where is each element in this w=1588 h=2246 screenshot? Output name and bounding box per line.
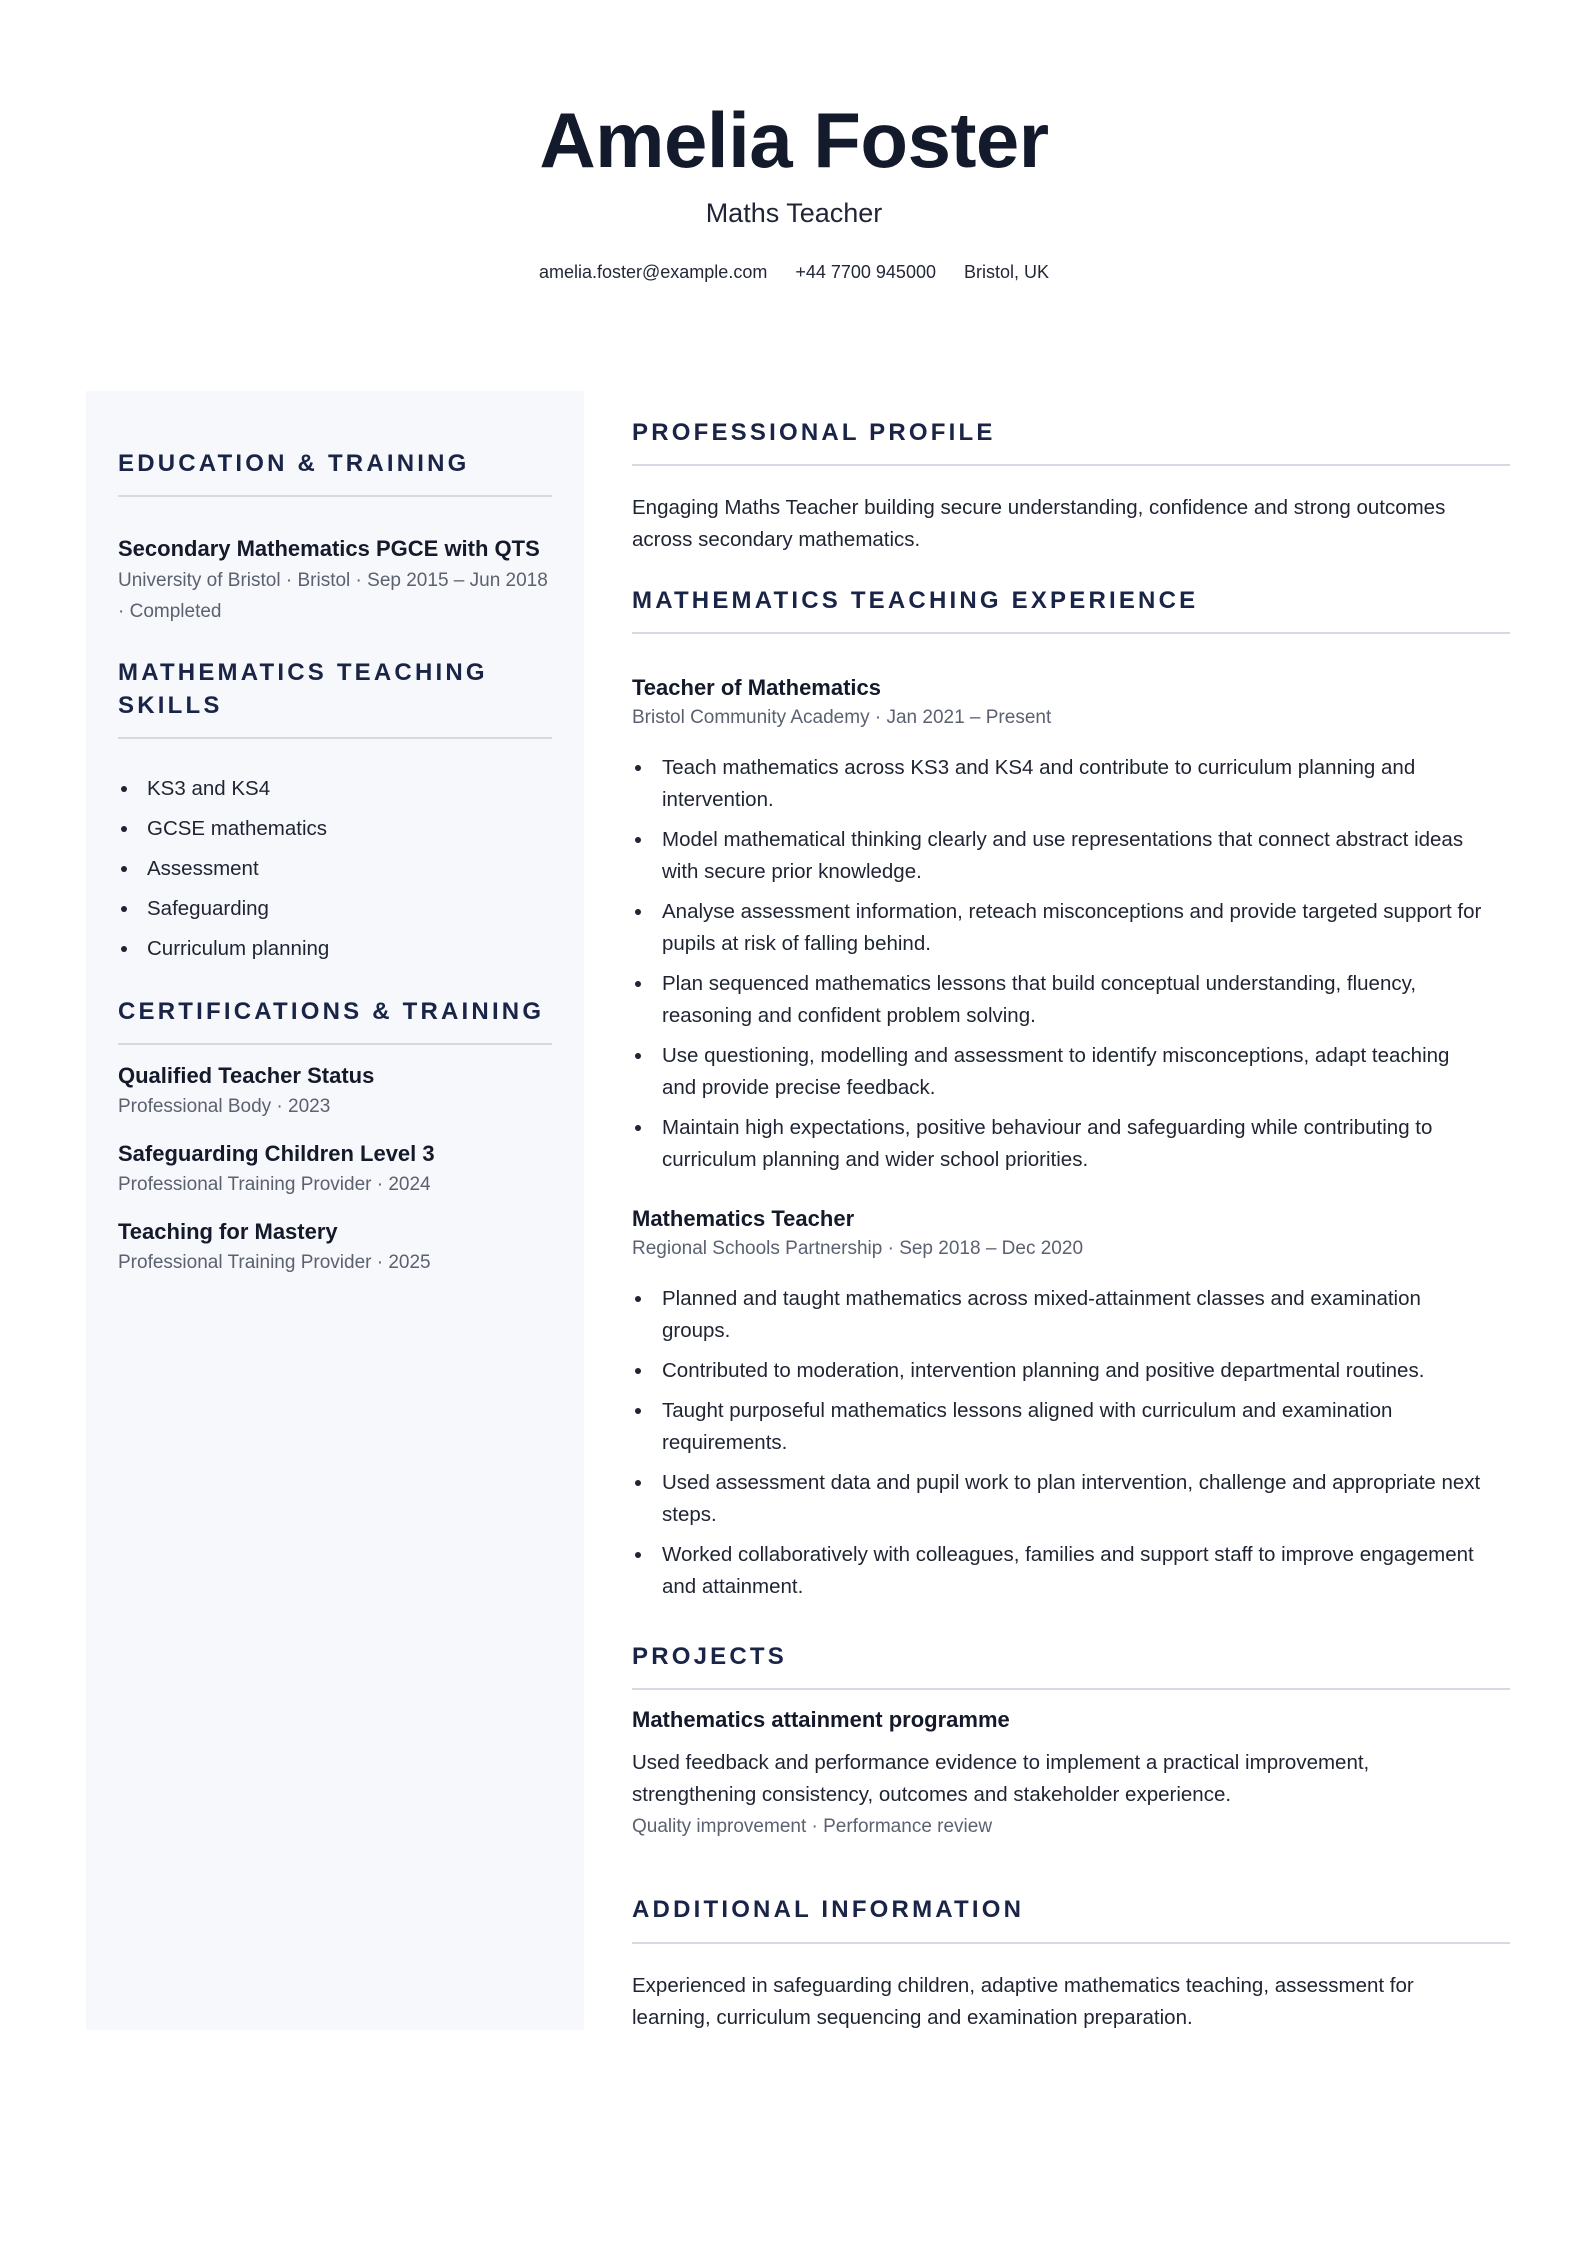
- profile-text-line2: across secondary mathematics.: [632, 528, 921, 551]
- job-bullet: Use questioning, modelling and assessment to identify misconceptions, adapt teaching and provide precise feedback.: [632, 1040, 1510, 1104]
- job-bullet: Plan sequenced mathematics lessons that build conceptual understanding, fluency, reasoning and confident problem solving.: [632, 968, 1510, 1032]
- certifications-heading: CERTIFICATIONS & TRAINING: [118, 998, 545, 1025]
- experience-heading: MATHEMATICS TEACHING EXPERIENCE: [632, 587, 1199, 614]
- skill-item: Safeguarding: [118, 889, 552, 929]
- skills-divider: [118, 737, 552, 739]
- contact-phone[interactable]: +44 7700 945000: [795, 262, 936, 282]
- skill-item: GCSE mathematics: [118, 809, 552, 849]
- skills-list: [118, 769, 552, 969]
- project-text-line2: strengthening consistency, outcomes and stakeholder experience.: [632, 1783, 1232, 1806]
- certification-meta: Professional Training Provider · 2025: [118, 1252, 431, 1273]
- education-item-meta: University of Bristol · Bristol · Sep 2015 – Jun 2018: [118, 570, 548, 591]
- additional-divider: [632, 1942, 1510, 1944]
- profile-divider: [632, 464, 1510, 466]
- certification-meta: Professional Training Provider · 2024: [118, 1174, 431, 1195]
- skill-item: KS3 and KS4: [118, 769, 552, 809]
- experience-divider: [632, 632, 1510, 634]
- skills-heading-line2: SKILLS: [118, 692, 223, 719]
- additional-text-line2: learning, curriculum sequencing and examination preparation.: [632, 2006, 1193, 2029]
- candidate-title: Maths Teacher: [705, 198, 883, 228]
- education-item-title: Secondary Mathematics PGCE with QTS: [118, 536, 540, 561]
- job-bullets: [632, 1283, 1510, 1611]
- job-bullet: Used assessment data and pupil work to plan intervention, challenge and appropriate next steps.: [632, 1467, 1510, 1531]
- job-meta: Bristol Community Academy · Jan 2021 – Present: [632, 707, 1052, 728]
- project-text-line1: Used feedback and performance evidence to implement a practical improvement,: [632, 1751, 1370, 1774]
- job-bullet: Taught purposeful mathematics lessons aligned with curriculum and examination requirements.: [632, 1395, 1510, 1459]
- projects-divider: [632, 1688, 1510, 1690]
- contact-location: Bristol, UK: [963, 262, 1050, 282]
- education-heading: EDUCATION & TRAINING: [118, 450, 470, 477]
- job-bullet: Model mathematical thinking clearly and use representations that connect abstract ideas with secure prior knowledge.: [632, 824, 1510, 888]
- education-item-status: · Completed: [118, 601, 222, 622]
- job-bullet: Analyse assessment information, reteach misconceptions and provide targeted support for pupils at risk of falling behind.: [632, 896, 1510, 960]
- job-bullet: Maintain high expectations, positive behaviour and safeguarding while contributing to curriculum planning and wider school priorities.: [632, 1112, 1510, 1176]
- project-tags: Quality improvement · Performance review: [632, 1816, 993, 1837]
- candidate-name: Amelia Foster: [539, 96, 1049, 184]
- certification-title: Safeguarding Children Level 3: [118, 1141, 435, 1166]
- additional-heading: ADDITIONAL INFORMATION: [632, 1896, 1025, 1923]
- skill-item: Assessment: [118, 849, 552, 889]
- project-title: Mathematics attainment programme: [632, 1707, 1010, 1732]
- skills-heading-line1: MATHEMATICS TEACHING: [118, 659, 488, 686]
- certification-meta: Professional Body · 2023: [118, 1096, 331, 1117]
- projects-heading: PROJECTS: [632, 1643, 787, 1670]
- profile-text-line1: Engaging Maths Teacher building secure understanding, confidence and strong outcomes: [632, 496, 1446, 519]
- job-bullet: Planned and taught mathematics across mixed-attainment classes and examination groups.: [632, 1283, 1510, 1347]
- job-title: Teacher of Mathematics: [632, 675, 882, 700]
- certification-title: Teaching for Mastery: [118, 1219, 338, 1244]
- job-bullet: Contributed to moderation, intervention planning and positive departmental routines.: [632, 1355, 1510, 1387]
- job-title: Mathematics Teacher: [632, 1206, 855, 1231]
- certification-title: Qualified Teacher Status: [118, 1063, 375, 1088]
- additional-text-line1: Experienced in safeguarding children, adaptive mathematics teaching, assessment for: [632, 1974, 1414, 1997]
- contact-email[interactable]: amelia.foster@example.com: [538, 262, 768, 282]
- profile-heading: PROFESSIONAL PROFILE: [632, 419, 996, 446]
- contact-line: [0, 260, 1588, 284]
- skill-item: Curriculum planning: [118, 929, 552, 969]
- sidebar: [86, 391, 584, 2030]
- job-bullet: Teach mathematics across KS3 and KS4 and contribute to curriculum planning and intervention.: [632, 752, 1510, 816]
- job-bullets: [632, 752, 1510, 1184]
- job-bullet: Worked collaboratively with colleagues, families and support staff to improve engagement and attainment.: [632, 1539, 1510, 1603]
- education-divider: [118, 495, 552, 497]
- job-meta: Regional Schools Partnership · Sep 2018 – Dec 2020: [632, 1238, 1084, 1259]
- certifications-divider: [118, 1043, 552, 1045]
